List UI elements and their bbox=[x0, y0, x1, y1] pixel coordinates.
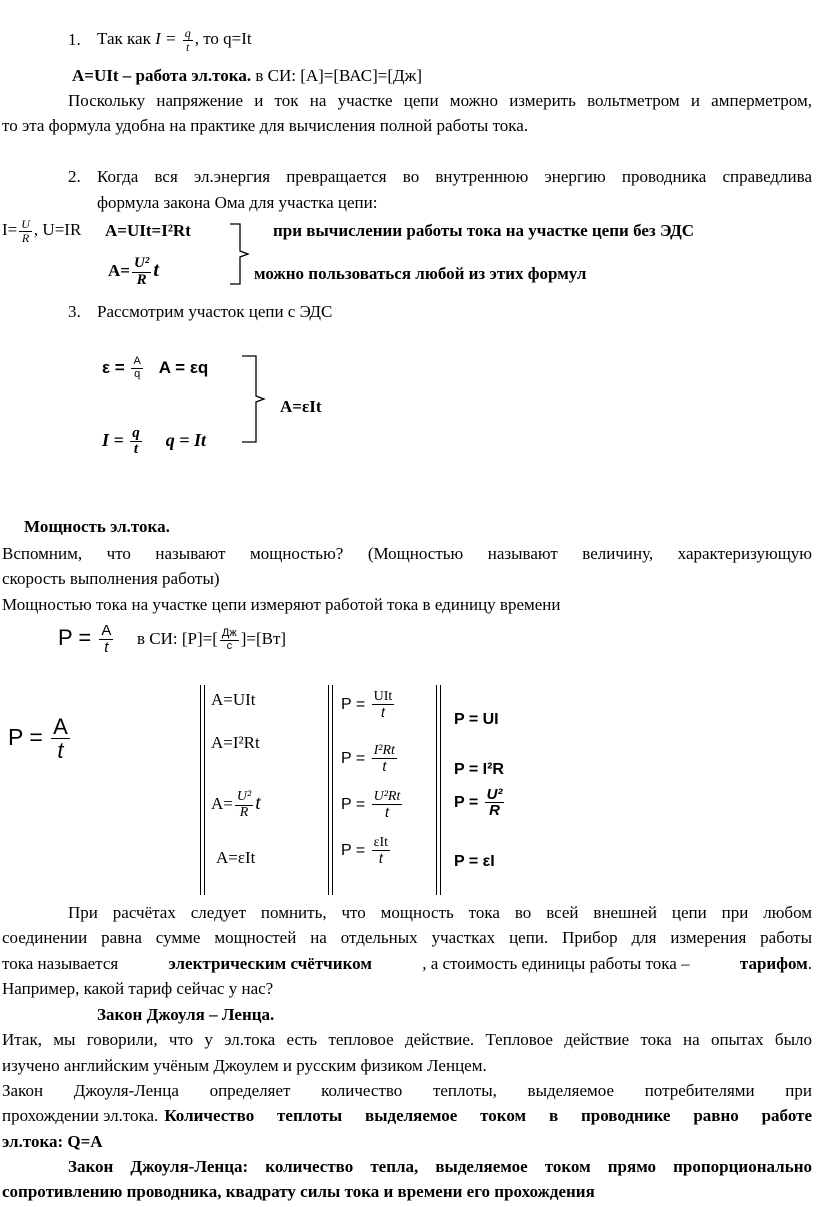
section1-para-line1: Поскольку напряжение и ток на участке цепи можно измерить вольтметром и амперметром, bbox=[68, 91, 812, 110]
work-cell-3-suffix: t bbox=[255, 792, 261, 814]
current-definition-fraction: $\frac{q}{t}$ bbox=[184, 26, 191, 54]
work-si-units: в СИ: [А]=[ВАС]=[Дж] bbox=[251, 66, 422, 85]
table-divider-1 bbox=[200, 685, 205, 895]
joule-p1-line1: Итак, мы говорили, что у эл.тока есть тепловое действие. Тепловое действие тока на опытах было bbox=[2, 1030, 812, 1049]
power-cell-1-fraction: $\frac{\text{UIt}}{t}$ bbox=[373, 688, 393, 721]
list-number-2: 2. bbox=[68, 167, 81, 186]
joule-p2-line2 bbox=[2, 1106, 812, 1126]
power-result-2: P = I²R bbox=[454, 761, 504, 778]
work-formula-bold: A=UIt – работа эл.тока. bbox=[72, 66, 252, 85]
emf-fraction: $\frac{A}{q}$ bbox=[133, 355, 141, 381]
table-divider-3 bbox=[436, 685, 441, 895]
formula2-suffix: t bbox=[153, 259, 159, 281]
ohm-fraction: $\frac{U}{R}$ bbox=[21, 217, 30, 245]
ohm-law bbox=[2, 215, 81, 245]
work-cell-2: A=I²Rt bbox=[211, 733, 260, 752]
tariff-term: тарифом bbox=[739, 954, 808, 973]
calc-line3-e: . bbox=[807, 954, 812, 973]
big-fraction: $\frac{A}{t}$ bbox=[53, 714, 68, 764]
power-big-formula bbox=[8, 705, 72, 769]
note-no-emf: при вычислении работы тока на участке цепи без ЭДС bbox=[273, 221, 695, 240]
brace-emf bbox=[242, 355, 266, 443]
work-cell-3 bbox=[211, 780, 261, 827]
list-number-3: 3. bbox=[68, 302, 81, 321]
power-cell-4-lhs: P = bbox=[341, 842, 370, 859]
si-prefix: в СИ: [Р]=[ bbox=[137, 629, 218, 648]
section1-intro bbox=[97, 22, 252, 56]
emf-work-result: A=εIt bbox=[280, 397, 322, 416]
power-formula bbox=[58, 613, 115, 663]
current-fraction: $\frac{q}{t}$ bbox=[132, 424, 140, 458]
power-cell-1-lhs: P = bbox=[341, 696, 370, 713]
calc-line4: Например, какой тариф сейчас у нас? bbox=[2, 979, 274, 998]
joule-p2-line2-a: прохождении эл.тока. bbox=[2, 1106, 159, 1125]
work-formula-2 bbox=[108, 247, 159, 294]
emf-work-formula: A = εq bbox=[158, 358, 209, 377]
power-cell-2-lhs: P = bbox=[341, 750, 370, 767]
joule-p2-line1: Закон Джоуля-Ленца определяет количество теплоты, выделяемое потребителями при bbox=[2, 1081, 812, 1100]
power-lhs: P = bbox=[58, 625, 98, 650]
power-cell-3-lhs: P = bbox=[341, 796, 370, 813]
power-measure: Мощностью тока на участке цепи измеряют работой тока в единицу времени bbox=[2, 595, 561, 614]
table-divider-2 bbox=[328, 685, 333, 895]
joule-law-line1: Закон Джоуля-Ленца: количество тепла, выделяемое током прямо пропорционально bbox=[68, 1157, 812, 1176]
section1-para-line2: то эта формула удобна на практике для вычисления полной работы тока. bbox=[2, 116, 529, 135]
work-cell-3-prefix: A= bbox=[211, 794, 233, 813]
power-si-units bbox=[137, 622, 286, 656]
si-suffix: ]=[Вт] bbox=[240, 629, 287, 648]
current-lhs: I = bbox=[102, 430, 129, 450]
emf-formula-line bbox=[102, 348, 208, 388]
power-result-1: P = UI bbox=[454, 711, 499, 728]
work-cell-4: A=εIt bbox=[216, 848, 256, 867]
section3-title: Рассмотрим участок цепи с ЭДС bbox=[97, 302, 333, 321]
list-number-1: 1. bbox=[68, 30, 81, 49]
work-cell-1: A=UIt bbox=[211, 690, 256, 709]
section2-line2: формула закона Ома для участка цепи: bbox=[97, 193, 378, 212]
calc-line3 bbox=[2, 954, 812, 974]
power-result-3 bbox=[454, 780, 506, 826]
ohm-suffix: , U=IR bbox=[33, 220, 82, 239]
work-formula-line bbox=[72, 66, 422, 86]
power-cell-1 bbox=[341, 682, 396, 728]
brace-formulas bbox=[230, 223, 250, 285]
si-fraction: $\frac{Дж}{с}$ bbox=[221, 627, 237, 652]
power-cell-2-fraction: $\frac{\text{I²Rt}}{t}$ bbox=[373, 742, 395, 775]
work-formula-1: A=UIt=I²Rt bbox=[105, 221, 191, 240]
calc-line3-c: , а стоимость единицы работы тока – bbox=[422, 954, 690, 973]
calc-line2: соединении равна сумме мощностей на отдельных участках цепи. Прибор для измерения работы bbox=[2, 928, 812, 947]
formula2-fraction: $\frac{\text{U²}}{R}$ bbox=[133, 254, 150, 288]
heat-equals-work-statement: Количество теплоты выделяемое током в проводнике равно работе bbox=[164, 1106, 812, 1125]
ohm-prefix: I= bbox=[2, 220, 18, 239]
note-any-formula: можно пользоваться любой из этих формул bbox=[254, 264, 587, 283]
charge-formula: q = It bbox=[165, 430, 207, 450]
power-cell-2 bbox=[341, 736, 399, 782]
power-recall-line1: Вспомним, что называют мощностью? (Мощностью называют величину, характеризующую bbox=[2, 544, 812, 563]
current-definition-lhs: I = bbox=[155, 29, 181, 48]
joule-law-line2: сопротивлению проводника, квадрату силы тока и времени его прохождения bbox=[2, 1182, 595, 1201]
power-cell-3-fraction: $\frac{\text{U²Rt}}{t}$ bbox=[373, 788, 401, 821]
section2-line1: Когда вся эл.энергия превращается во внутреннюю энергию проводника справедлива bbox=[97, 167, 812, 186]
power-result-3-fraction: $\frac{\text{U²}}{R}$ bbox=[486, 785, 503, 820]
emf-lhs: ε = bbox=[102, 358, 130, 377]
electric-meter-term: электрическим счётчиком bbox=[168, 954, 372, 973]
joule-p1-line2: изучено английским учёным Джоулем и русским физиком Ленцем. bbox=[2, 1056, 487, 1075]
calc-line3-a: тока называется bbox=[2, 954, 119, 973]
big-lhs: P = bbox=[8, 724, 50, 750]
power-heading: Мощность эл.тока. bbox=[24, 517, 170, 536]
power-cell-3 bbox=[341, 782, 404, 828]
work-cell-3-fraction: $\frac{\text{U²}}{R}$ bbox=[236, 788, 252, 820]
formula2-prefix: A= bbox=[108, 261, 130, 280]
power-fraction: $\frac{A}{t}$ bbox=[101, 621, 112, 656]
power-recall-line2: скорость выполнения работы) bbox=[2, 569, 220, 588]
calc-line1: При расчётах следует помнить, что мощность тока во всей внешней цепи при любом bbox=[68, 903, 812, 922]
power-cell-4 bbox=[341, 828, 392, 874]
joule-heading: Закон Джоуля – Ленца. bbox=[97, 1005, 275, 1024]
power-cell-4-fraction: $\frac{\text{εIt}}{t}$ bbox=[373, 834, 389, 867]
joule-p2-line3: эл.тока: Q=A bbox=[2, 1132, 103, 1151]
power-result-3-lhs: P = bbox=[454, 794, 483, 811]
section1-text-after: , то q=It bbox=[194, 29, 252, 48]
current-formula-line bbox=[102, 418, 206, 462]
power-result-4: P = εI bbox=[454, 853, 495, 870]
section1-text-before: Так как bbox=[97, 29, 156, 48]
